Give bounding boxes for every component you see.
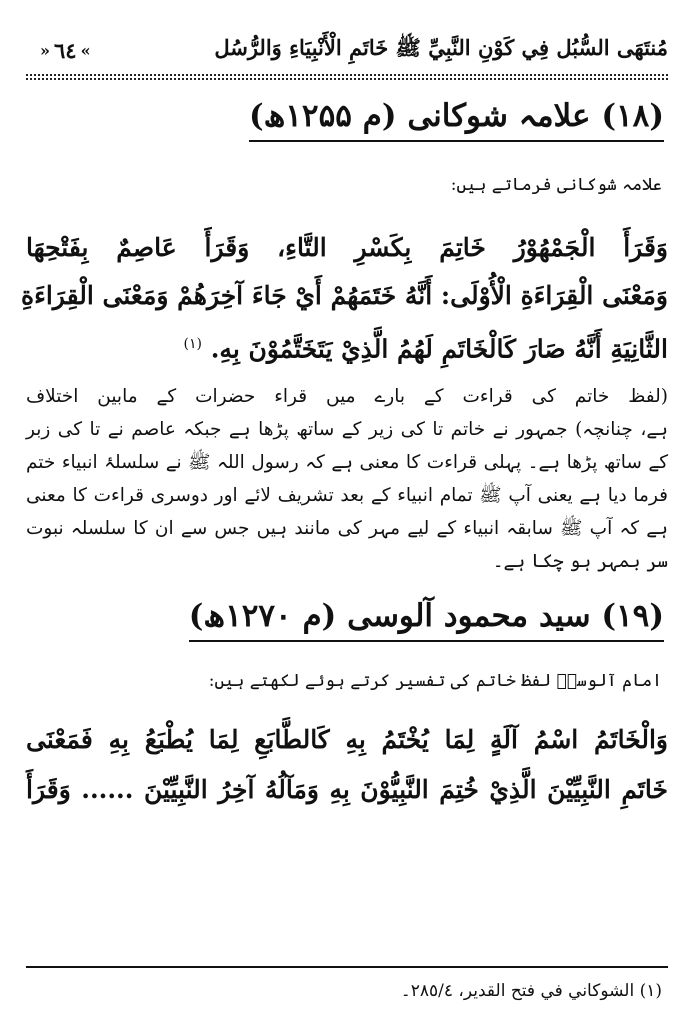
header-divider-2 <box>26 78 668 80</box>
footnote-divider <box>26 966 668 968</box>
header-divider <box>26 74 668 76</box>
arabic-quote-text: الثَّانِيَةِ أَنَّهُ صَارَ كَالْخَاتَمِ لَهُمُ الَّذِيْ يَتَخَتَّمُوْنَ بِهِ. <box>210 334 668 364</box>
section-intro: علامہ شوکانی فرماتے ہیں: <box>450 175 662 195</box>
urdu-paragraph-line: ہے، چنانچہ) جمہور نے خاتم تا کی زیر کے ساتھ پڑھا ہے جبکہ عاصم نے تا کی زبر <box>26 419 668 440</box>
ornament-right-icon: » <box>80 40 91 60</box>
arabic-quote-line: وَقَرَأَ الْجَمْهُوْرُ خَاتِمَ بِكَسْرِ التَّاءِ، وَقَرَأَ عَاصِمٌ بِفَتْحِهَا <box>26 233 668 262</box>
document-page <box>21 26 668 1001</box>
footnote-marker: (١) <box>183 336 202 352</box>
urdu-paragraph-line: (لفظ خاتم کی قراءت کے بارے میں قراء حضرات کے مابین اختلاف <box>26 386 668 407</box>
section-heading-alusi: (۱۹) سید محمود آلوسی (م ۱۲۷۰ھ) <box>189 598 664 642</box>
ornament-left-icon: « <box>40 40 50 60</box>
running-header <box>26 30 668 70</box>
arabic-quote-line: خَاتَمِ النَّبِيِّيْنَ الَّذِيْ خُتِمَ النَّبِيُّوْنَ بِهِ وَمَآلُهُ آخِرُ النَّبِيِّيْنَ ...... وَقَرَأَ <box>26 775 668 804</box>
urdu-paragraph-line: سر بمہر ہو چکا ہے۔ <box>492 551 668 572</box>
footnote: (١) الشوكاني في فتح القدير، ٢٨٥/٤۔ <box>400 981 662 1001</box>
arabic-quote-line: وَالْخَاتَمُ اسْمُ آلَةٍ لِمَا يُخْتَمُ بِهِ كَالطَّابَعِ لِمَا يُطْبَعُ بِهِ فَمَعْنَى <box>26 725 668 754</box>
section-heading-shawkani: (۱۸) علامہ شوکانی (م ۱۲۵۵ھ) <box>249 98 664 142</box>
header-title: مُنتَهَى السُّبُل فِي كَوْنِ النَّبِيِّ ﷺ خَاتَمِ الْأَنْبِيَاءِ وَالرُّسُل <box>214 34 668 60</box>
page-number: ٦٤ <box>54 37 77 63</box>
arabic-quote-line: وَمَعْنَى الْقِرَاءَةِ الْأُوْلَى: أَنَّهُ خَتَمَهُمْ أَيْ جَاءَ آخِرَهُمْ وَمَعْنَى الْقِرَاءَةِ <box>21 281 668 310</box>
section-intro: امام آلوسیؒ لفظ خاتم کی تفسیر کرتے ہوئے لکھتے ہیں: <box>208 671 662 691</box>
arabic-quote-line-last <box>26 320 668 373</box>
urdu-paragraph-line: کے ساتھ پڑھا ہے۔ پہلی قراءت کا معنی ہے کہ رسول اللہ ﷺ نے سلسلۂ انبیاء ختم <box>26 452 668 473</box>
urdu-paragraph-line: فرما دیا ہے یعنی آپ ﷺ تمام انبیاء کے بعد تشریف لائے اور دوسری قراءت کا معنی <box>26 485 668 506</box>
page-number-box <box>40 38 91 63</box>
urdu-paragraph-line: ہے کہ آپ ﷺ سابقہ انبیاء کے لیے مہر کی مانند ہیں جس سے ان کا سلسلہ نبوت <box>26 518 668 539</box>
